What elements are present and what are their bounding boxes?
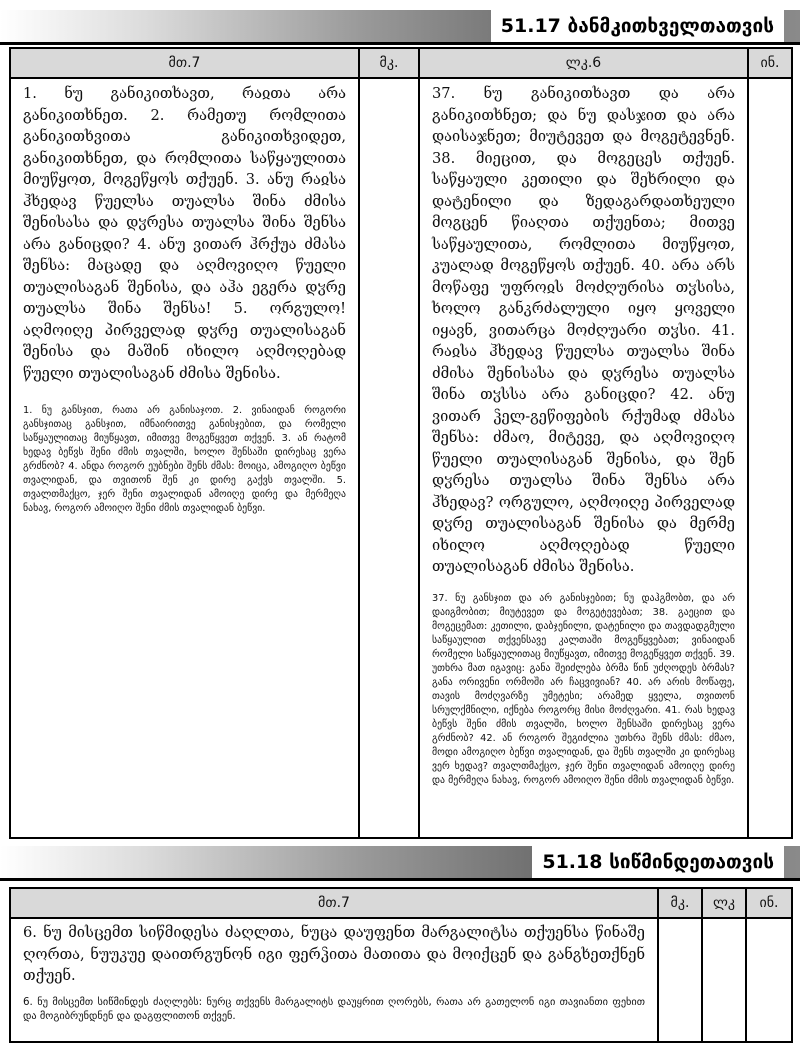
luke-modern-text: 37. ნუ განსჯით და არ განისჯებით; ნუ დაჰგმობთ, და არ დაიგმობით; მიუტევეთ და მოგეტევებათ; 38. გაეცით და მოგეცემათ: კეთილი, დაბჯენილი, დატენილი და თავდადგმული საწყაულით თქვენსავე კალთაში მოგეწყვებათ; ვინაიდან რომელი საწყაულითაც მიუწყავთ, იმითვე მოგეწყვეთ თქვენ. 39. უთხრა მათ იგავიც: განა შეიძლება ბრმა წინ უძღოდეს ბრმას? განა ორივენი ორმოში არ ჩაცვივიან? 40. არ არის მოწაფე, თავის მოძღვარზე უმეტესი; არამედ ყველა, თვითონ სრულქმნილი, იქნება როგორც მისი მოძღვარი. 41. რას ხედავ ბეწვს შენი ძმის თვალში, ხოლო შენსაში დირესაც ვერა გრძნობ? 42. ან როგორ შეგიძლია უთხრა შენს ძმას: ძმაო, მოდი ამოგიღო ბეწვი თვალიდან, და შენს თვალში კი დირესაც ვერ ხედავ? თვალთმაქცო, ჯერ შენი თვალიდან ამოიღე დირე და მერმეღა ნახავ, როგორ ამოიღო შენი ძმის თვალიდან ბეწვი. [432,592,735,786]
column-header-matthew: მთ.7 [10,48,359,78]
synopsis-table-51-18 [9,887,793,1043]
matthew-modern-text: 6. ნუ მისცემთ სიწმინდეს ძაღლებს: ნურც თქვენს მარგალიტს დაუყრით ღორებს, რათა არ გათელონ იგი თავიანთი ფეხით და მოგიბრუნდნენ და დაგფლითონ თქვენ. [23,995,645,1022]
mark-cell [359,78,419,838]
banner-divider [0,42,800,45]
john-cell [748,78,792,838]
column-header-mark: მკ. [658,888,702,918]
column-header-luke: ლკ.6 [419,48,748,78]
matthew-cell [10,918,658,1042]
matthew-ancient-text: 6. ნუ მისცემთ სიწმიდესა ძაღლთა, ნუცა დაუფენთ მარგალიტსა თქუენსა წინაშე ღორთა, ნუუკუე დაითრგუნონ იგი ფერჴითა მათითა და მოიქცენ და განგხეთქნენ თქუენ. [23,924,645,984]
luke-cell [419,78,748,838]
luke-cell [702,918,746,1042]
column-header-mark: მკ. [359,48,419,78]
synopsis-table-51-17 [9,47,793,839]
column-header-john: ინ. [746,888,792,918]
column-header-matthew: მთ.7 [10,888,658,918]
section-title: 51.18 სიწმინდეთათვის [532,846,784,878]
matthew-modern-text: 1. ნუ განსჯით, რათა არ განისაჯოთ. 2. ვინაიდან როგორი განსჯითაც განსჯით, იმნაირითვე განისჯებით, და რომელი საწყაულითაც მიუწყავთ, იმითვე მოგეწყვეთ თქვენ. 3. ან რატომ ხედავ ბეწვს შენი ძმის თვალში, ხოლო შენსაში დირესაც ვერა გრძნობ? 4. ანდა როგორ ეუბნები შენს ძმას: მოიცა, ამოგიღო ბეწვი თვალიდან, და თვითონ შენ კი დირე გაქვს თვალში. 5. თვალთმაქცო, ჯერ შენი თვალიდან ამოიღე დირე და მერმეღა ნახავ, როგორ ამოიღო შენი ძმის თვალიდან ბეწვი. [23,405,346,514]
section-banner-51-18 [0,846,800,878]
section-title: 51.17 ბანმკითხველთათვის [491,10,784,42]
column-header-john: ინ. [748,48,792,78]
luke-ancient-text: 37. ნუ განიკითხავთ და არა განიკითხნეთ; და ნუ დასჯით და არა დაისაჯნეთ; მიუტევეთ და მოგეტევნენ. 38. მიეცით, და მოგეცეს თქუენ. საწყაული კეთილი და შეხრილი და დატენილი და ზედაგარდათხეული მოგცენ წიაღთა თქუენთა; მითვე საწყაულითა, რომლითა მიუწყოთ, კუალად მოგეწყოს თქუენ. 40. არა არს მოწაფე უფროჲს მოძღურისა თჳსისა, ხოლო განკრძალული იყო ყოველი იყავნ, ვითარცა მოძღუარი თჳსი. 41. რაჲსა ჰხედავ წუელსა თუალსა შინა ძმისა შენისასა და დჳრესა თუალსა შინა თჳსსა არა განიცდი? 42. ანუ ვითარ ჴელ-გეწიფების რქუმად ძმასა შენსა: ძმაო, მიტევე, და აღმოვიღო წუელი თუალისაგან შენისა, და შენ დჳრესა თუალსა შინა შენსა არა ჰხედავ? ორგულო, აღმოიღე პირველად დჳრე თუალისაგან შენისა და მერმე იხილო აღმოღებად წუელი თუალისაგან ძმისა შენისა. [432,85,735,575]
matthew-cell [10,78,359,838]
mark-cell [658,918,702,1042]
section-banner-51-17 [0,10,800,42]
column-header-luke: ლკ [702,888,746,918]
banner-divider [0,878,800,881]
matthew-ancient-text: 1. ნუ განიკითხავთ, რაჲთა არა განიკითხნეთ. 2. რამეთუ რომლითა განიკითხვითა განიკითხვიდეთ, განიკითხნეთ, და რომლითა საწყაულითა მიუწყოთ, მოგეწყოს თქუენ. 3. ანუ რაჲსა ჰხედავ წუელსა თუალსა შინა ძმისა შენისასა და დჳრესა თუალსა შინა შენსა არა განიცდი? 4. ანუ ვითარ ჰრქუა ძმასა შენსა: მაცადე და აღმოვიღო წუელი თუალისაგან შენისა, და აჰა ეგერა დჳრე თუალსა შინა შენსა! 5. ორგულო! აღმოიღე პირველად დჳრე თუალისაგან შენისა და მაშინ იხილო აღმოღებად წუელი თუალისაგან ძმისა შენისა. [23,85,346,382]
john-cell [746,918,792,1042]
